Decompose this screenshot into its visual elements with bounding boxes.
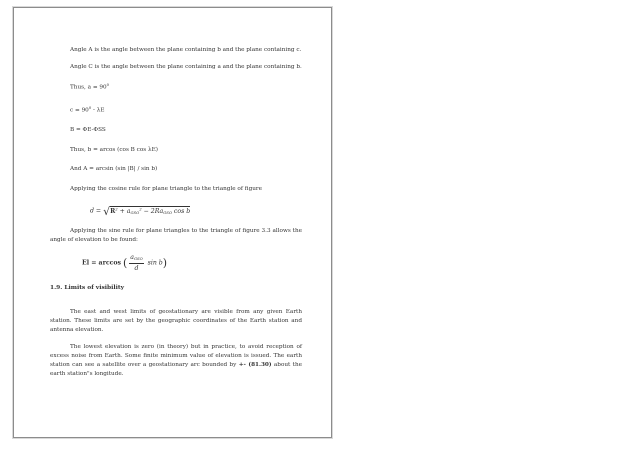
right-paren: ) <box>162 256 168 269</box>
arc-bound-value: +- (81.30) <box>238 361 272 368</box>
fraction-denominator: d <box>134 264 139 272</box>
equation-and-a: And A = arcsin (sin |B| / sin b) <box>70 166 158 172</box>
paragraph-lowest-elevation-end: about the earth station"s longitude. <box>50 361 302 377</box>
degree-mark: 0 <box>106 82 110 87</box>
formula-elevation-lhs: El = arccos <box>82 259 121 266</box>
formula-distance-lhs: d = <box>90 207 102 215</box>
sqrt-symbol: √ <box>103 204 111 218</box>
paragraph-lowest-elevation-text: The lowest elevation is zero (in theory) but in practice, to avoid reception of excess noise from Earth. Some finite minimum value of elevation is issued. The earth station can see a satellite over a geostationary arc bounded by <box>50 343 302 368</box>
equation-b: B = ΦE-ΦSS <box>70 127 106 133</box>
paragraph-visibility-limits: The east and west limits of geostationary are visible from any given Earth station. These limits are set by the geographic coordinates of the Earth station and antenna elevation. <box>50 308 302 333</box>
paragraph-angle-c: Angle C is the angle between the plane containing a and the plane containing b. <box>70 64 302 70</box>
paragraph-cosine-rule: Applying the cosine rule for plane triangle to the triangle of figure <box>70 185 262 192</box>
equation-c <box>70 103 302 116</box>
equation-c-text: c = 90 <box>70 107 89 114</box>
equation-thus-a <box>70 80 302 93</box>
section-heading: 1.9. Limits of visibility <box>50 283 124 291</box>
formula-elevation <box>50 253 302 273</box>
left-paren: ( <box>122 256 128 269</box>
fraction-numerator: $a_{GSO}$ <box>129 253 143 264</box>
fraction <box>129 253 143 273</box>
equation-thus-b: Thus, b = arcos (cos B cos λE) <box>70 146 158 153</box>
formula-elevation-tail: sin b <box>145 259 163 266</box>
equation-thus-a-text: Thus, a = 90 <box>70 84 107 91</box>
degree-mark: 0 <box>88 105 92 110</box>
formula-distance <box>50 204 302 217</box>
paragraph-sine-rule: Applying the sine rule for plane triangles to the triangle of figure 3.3 allows the angle of elevation to be found: <box>50 227 302 243</box>
paragraph-angle-a: Angle A is the angle between the plane containing b and the plane containing c. <box>70 47 302 53</box>
equation-c-tail: - λE <box>91 107 105 114</box>
document-page <box>13 7 332 438</box>
paragraph-lowest-elevation <box>50 343 302 379</box>
formula-distance-radicand: $R^2 + a_{GSO}^2 - 2Ra_{GSO}$ cos b <box>110 206 191 215</box>
page-content <box>50 46 302 387</box>
